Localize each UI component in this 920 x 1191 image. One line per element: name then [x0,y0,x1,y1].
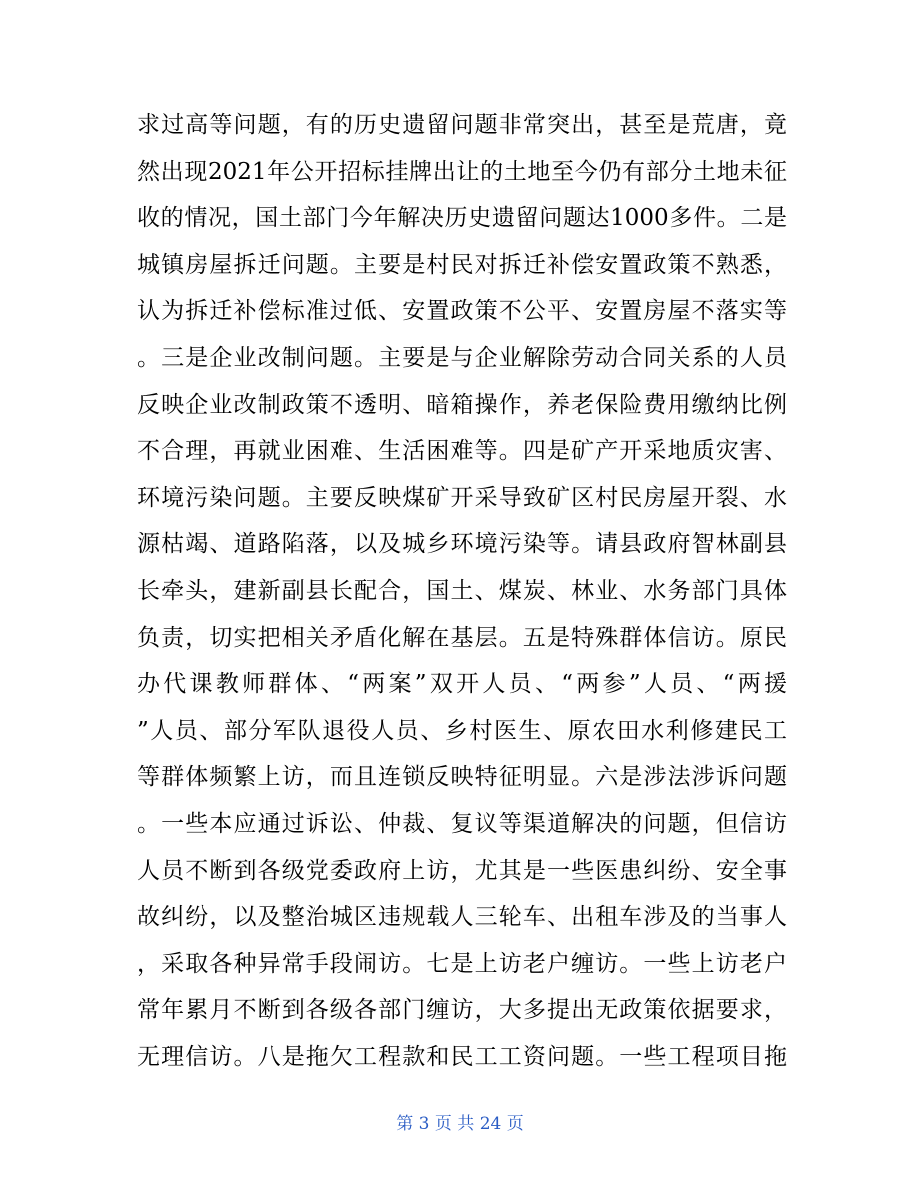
text-line: 人员不断到各级党委政府上访，尤其是一些医患纠纷、安全事 [137,857,787,884]
text-line: 不合理，再就业困难、生活困难等。四是矿产开采地质灾害、 [137,438,787,465]
body-text [137,102,787,1080]
text-line: 求过高等问题，有的历史遗留问题非常突出，甚至是荒唐，竟 [137,112,787,138]
text-line: 环境污染问题。主要反映煤矿开采导致矿区村民房屋开裂、水 [137,484,787,511]
text-line: 。三是企业改制问题。主要是与企业解除劳动合同关系的人员 [137,344,787,371]
text-line: 无理信访。八是拖欠工程款和民工工资问题。一些工程项目拖 [137,1043,787,1070]
text-line: ，采取各种异常手段闹访。七是上访老户缠访。一些上访老户 [137,950,787,977]
text-line: 长牵头，建新副县长配合，国土、煤炭、林业、水务部门具体 [137,577,787,604]
text-line: 常年累月不断到各级各部门缠访，大多提出无政策依据要求， [137,997,787,1024]
page-footer: 第 3 页 共 24 页 [396,1114,524,1134]
text-line: 负责，切实把相关矛盾化解在基层。五是特殊群体信访。原民 [137,624,787,651]
text-line: 收的情况，国土部门今年解决历史遗留问题达1000多件。二是 [137,205,787,232]
text-line: 反映企业改制政策不透明、暗箱操作，养老保险费用缴纳比例 [137,391,787,418]
text-line: 办代课教师群体、“两案”双开人员、“两参”人员、“两援 [137,671,787,698]
text-line: 源枯竭、道路陷落，以及城乡环境污染等。请县政府智林副县 [137,531,787,558]
text-line: 认为拆迁补偿标准过低、安置政策不公平、安置房屋不落实等 [137,298,787,325]
text-line: ”人员、部分军队退役人员、乡村医生、原农田水利修建民工 [137,717,787,744]
text-line: 故纠纷，以及整治城区违规载人三轮车、出租车涉及的当事人 [137,904,787,931]
text-line: 等群体频繁上访，而且连锁反映特征明显。六是涉法涉诉问题 [137,764,787,791]
text-line: 然出现2021年公开招标挂牌出让的土地至今仍有部分土地未征 [137,158,787,185]
text-line: 。一些本应通过诉讼、仲裁、复议等渠道解决的问题，但信访 [137,810,787,837]
text-line: 城镇房屋拆迁问题。主要是村民对拆迁补偿安置政策不熟悉， [137,251,787,278]
